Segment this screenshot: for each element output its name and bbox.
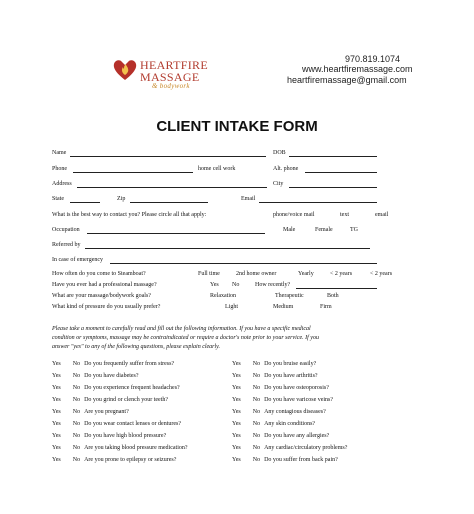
occupation-label: Occupation [52,227,80,233]
health-question-row [52,373,139,379]
brand-tagline: & bodywork [152,82,190,90]
yes-option[interactable]: Yes [52,373,61,379]
question-text: Do you frequently suffer from stress? [84,361,175,367]
question-text: Are you taking blood pressure medication? [84,445,188,451]
form-title: CLIENT INTAKE FORM [156,118,318,135]
yes-option[interactable]: Yes [232,361,241,367]
question-text: Any contagious diseases? [264,409,326,415]
email-field[interactable] [259,202,377,203]
health-question-row [232,385,329,391]
phone-label: Phone [52,166,67,172]
question-text: Are you prone to epilepsy or seizures? [84,457,177,463]
no-option[interactable]: No [72,457,81,463]
question-text: Do you have osteoporosis? [264,385,329,391]
question-text: Do you have any allergies? [264,433,330,439]
prof-massage-no[interactable]: No [232,282,240,288]
intake-note-line3: answer "yes" to any of the following questions, please explain clearly. [52,344,221,350]
gender-opt-female[interactable]: Female [315,227,333,233]
no-option[interactable]: No [252,397,261,403]
no-option[interactable]: No [72,409,81,415]
question-text: Do you bruise easily? [264,361,317,367]
yes-option[interactable]: Yes [52,397,61,403]
no-option[interactable]: No [252,361,261,367]
yes-option[interactable]: Yes [232,373,241,379]
contact-opt-email[interactable]: email [375,212,389,218]
city-label: City [273,181,284,187]
health-question-row [52,421,181,427]
yes-option[interactable]: Yes [52,361,61,367]
yes-option[interactable]: Yes [52,457,61,463]
gender-opt-tg[interactable]: TG [350,227,358,233]
brand-name-line2: MASSAGE [140,70,200,84]
goals-opt-relaxation[interactable]: Relaxation [210,293,236,299]
goals-opt-therapeutic[interactable]: Therapeutic [275,293,304,299]
alt-phone-field[interactable] [305,172,377,173]
no-option[interactable]: No [72,433,81,439]
occupation-field[interactable] [87,233,265,234]
no-option[interactable]: No [72,445,81,451]
steamboat-opt-2nd-home[interactable]: 2nd home owner [236,271,277,277]
yes-option[interactable]: Yes [52,433,61,439]
question-text: Do you have diabetes? [84,373,139,379]
brand-name-line1: HEARTFIRE [140,58,208,72]
no-option[interactable]: No [252,433,261,439]
health-question-row [232,373,318,379]
no-option[interactable]: No [252,409,261,415]
health-question-row [52,457,176,463]
how-recently-field[interactable] [296,288,377,289]
pressure-opt-light[interactable]: Light [225,304,238,310]
question-text: Do you have varicose veins? [264,397,334,403]
yes-option[interactable]: Yes [232,433,241,439]
yes-option[interactable]: Yes [232,409,241,415]
question-text: Do you grind or clench your teeth? [84,397,169,403]
health-question-row [232,409,326,415]
no-option[interactable]: No [252,445,261,451]
dob-label: DOB [273,150,286,156]
question-text: Are you pregnant? [84,409,129,415]
pressure-question: What kind of pressure do you usually prefer? [52,304,161,310]
health-question-row [52,409,129,415]
contact-pref-question: What is the best way to contact you? Please circle all that apply: [52,212,207,218]
health-question-row [52,397,168,403]
referred-label: Referred by [52,242,81,248]
no-option[interactable]: No [72,385,81,391]
steamboat-opt-lt2-a[interactable]: < 2 years [330,271,353,277]
contact-email: heartfiremassage@gmail.com [287,75,407,85]
health-question-row [52,445,188,451]
health-question-row [52,361,174,367]
question-text: Any skin conditions? [264,421,316,427]
no-option[interactable]: No [252,373,261,379]
yes-option[interactable]: Yes [232,421,241,427]
gender-opt-male[interactable]: Male [283,227,296,233]
how-recently-label: How recently? [255,282,291,288]
yes-option[interactable]: Yes [52,385,61,391]
intake-note-line2: condition or symptoms, massage may be contraindicated or require a doctor's note prior to your service. If you [52,335,319,341]
contact-opt-phone[interactable]: phone/voice mail [273,212,315,218]
emergency-field[interactable] [110,263,377,264]
yes-option[interactable]: Yes [52,421,61,427]
steamboat-opt-lt2-b[interactable]: < 2 years [370,271,393,277]
question-text: Do you have high blood pressure? [84,433,167,439]
dob-field[interactable] [289,156,377,157]
steamboat-question: How often do you come to Steamboat? [52,271,146,277]
pressure-opt-firm[interactable]: Firm [320,304,332,310]
state-field[interactable] [70,202,100,203]
health-question-row [232,433,329,439]
question-text: Do you have arthritis? [264,373,318,379]
alt-phone-label: Alt. phone [273,166,299,172]
question-text: Any cardiac/circulatory problems? [264,445,348,451]
steamboat-opt-full-time[interactable]: Full time [198,271,220,277]
address-label: Address [52,181,72,187]
health-question-row [52,385,180,391]
no-option[interactable]: No [252,421,261,427]
referred-field[interactable] [85,248,370,249]
question-text: Do you suffer from back pain? [264,457,338,463]
health-question-row [232,445,347,451]
no-option[interactable]: No [72,421,81,427]
yes-option[interactable]: Yes [52,409,61,415]
yes-option[interactable]: Yes [232,397,241,403]
zip-field[interactable] [130,202,208,203]
city-field[interactable] [289,187,377,188]
yes-option[interactable]: Yes [232,385,241,391]
contact-opt-text[interactable]: text [340,212,349,218]
yes-option[interactable]: Yes [232,457,241,463]
health-question-row [52,433,166,439]
address-field[interactable] [77,187,267,188]
phone-type-options[interactable]: home cell work [198,166,236,172]
question-text: Do you experience frequent headaches? [84,385,180,391]
contact-website: www.heartfiremassage.com [302,64,413,74]
health-question-row [232,421,315,427]
zip-label: Zip [117,196,126,202]
steamboat-opt-yearly[interactable]: Yearly [298,271,314,277]
no-option[interactable]: No [252,385,261,391]
yes-option[interactable]: Yes [232,445,241,451]
health-question-row [232,457,338,463]
name-field[interactable] [70,156,266,157]
intake-note-line1: Please take a moment to carefully read and fill out the following information. If you have a specific medical [52,326,311,332]
no-option[interactable]: No [72,361,81,367]
email-label: Email [241,196,256,202]
phone-field[interactable] [73,172,193,173]
prof-massage-question: Have you ever had a professional massage? [52,282,157,288]
health-question-row [232,397,333,403]
yes-option[interactable]: Yes [52,445,61,451]
emergency-label: In case of emergency [52,257,104,263]
health-question-row [232,361,316,367]
pressure-opt-medium[interactable]: Medium [273,304,294,310]
goals-question: What are your massage/bodywork goals? [52,293,151,299]
name-label: Name [52,150,67,156]
no-option[interactable]: No [72,373,81,379]
no-option[interactable]: No [252,457,261,463]
question-text: Do you wear contact lenses or dentures? [84,421,182,427]
goals-opt-both[interactable]: Both [327,293,339,299]
prof-massage-yes[interactable]: Yes [210,282,219,288]
contact-phone: 970.819.1074 [345,54,401,64]
state-label: State [52,196,64,202]
heart-flame-logo-icon [112,56,138,82]
no-option[interactable]: No [72,397,81,403]
